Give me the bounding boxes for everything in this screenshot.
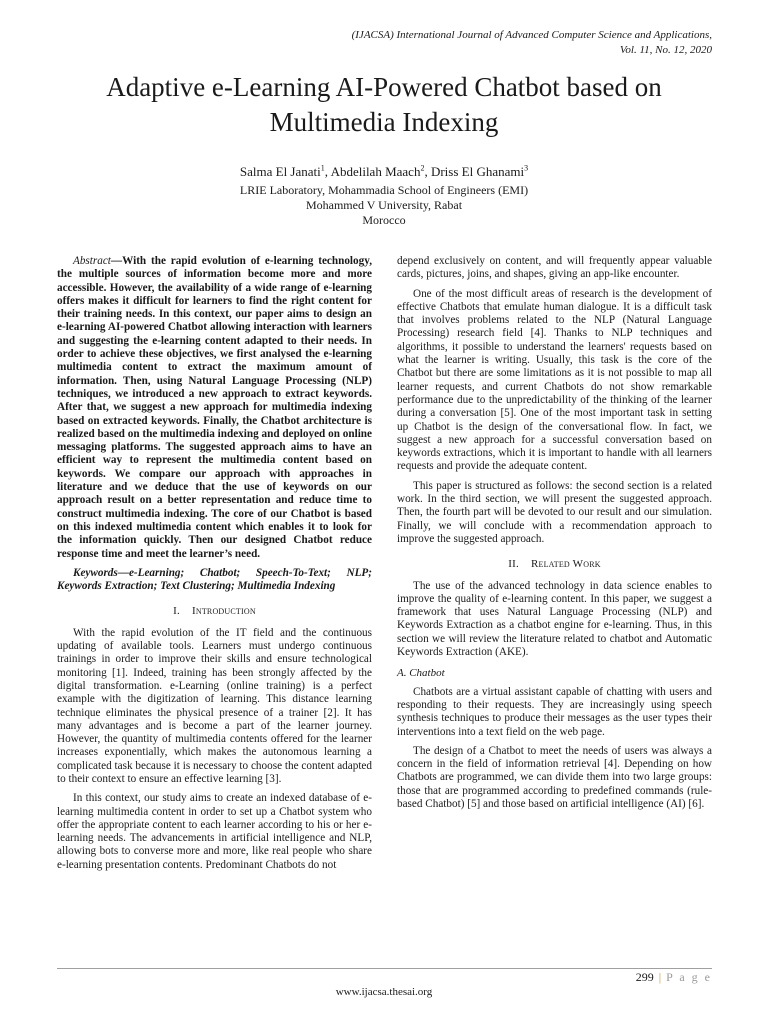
- footer-divider: [57, 968, 712, 969]
- paper-title-line2: Multimedia Indexing: [269, 107, 499, 137]
- paper-title: [40, 70, 728, 140]
- page-number-value: 299: [635, 970, 654, 984]
- author-sup: 2: [420, 163, 425, 173]
- page-label: P a g e: [666, 970, 712, 984]
- paragraph: In this context, our study aims to create an indexed database of e-learning multimedia content in order to set up a Chatbot system who offer the appropriate content to each learner according to his or her e-learning needs. The advancements in artificial intelligence and NLP, allowing bots to converse more and more, like real people who share e-learning presentation contents. Predominant Chatbots do not: [57, 792, 372, 871]
- paragraph: With the rapid evolution of the IT field and the continuous updating of available tools. Learners must undergo continuous trainings in order to improve their skills and ensure technological monitoring [1]. Indeed, training has been strongly affected by the digital transformation. e-Learning (online training) is a perfect example with the digitization of learning. This distance learning technique eliminates the physical presence of a trainer [2]. It has many advantages and is become a part of the learner journey. However, the quantity of multimedia contents offered for the learner increases exponentially, which makes the autonomous learning a complicated task because it is necessary to choose the content adapted to their context to ensure an effective learning [3].: [57, 626, 372, 785]
- abstract-label: Abstract: [73, 255, 111, 267]
- left-column: [57, 255, 372, 878]
- abstract-text: —With the rapid evolution of e-learning technology, the multiple sources of information become more and more accessible. However, the availability of a wide range of e-learning offers makes it difficult for learners to find the right content for their training needs. In this context, our paper aims to design an e-learning AI-powered Chatbot allowing interaction with learners and suggesting the e-learning content adapted to their needs. In order to achieve these objectives, we first analysed the e-learning multimedia content to extract the maximum amount of information. Then, using Natural Language Processing (NLP) techniques, we introduced a new approach to extract keywords. After that, we suggest a new approach for multimedia indexing based on extracted keywords. Finally, the Chatbot architecture is realized based on the multimedia indexing and deployed on online messaging platforms. The suggested approach aims to have an efficient way to represent the multimedia content based on keywords. We compare our approach with approaches in literature and we deduce that the use of keywords on our approach result on a better representation and reduce time to construct multimedia indexing. The core of our Chatbot is based on this indexed multimedia content which enables it to look for the information quickly. Then our designed Chatbot reduce response time and meet the learner’s need.: [57, 255, 372, 560]
- author-name: Salma El Janati: [239, 164, 321, 179]
- subsection-heading-chatbot: A. Chatbot: [397, 667, 445, 680]
- keywords-text: —e-Learning; Chatbot; Speech-To-Text; NLP; Keywords Extraction; Text Clustering; Multimedia Indexing: [57, 566, 372, 593]
- author-list: [40, 163, 728, 181]
- author-sup: 3: [524, 163, 529, 173]
- section-title: Related Work: [530, 558, 601, 571]
- paragraph: Chatbots are a virtual assistant capable of chatting with users and responding to their requests. They are increasingly using speech synthesis techniques to produce their messages as the user types their interventions into a text field on the web page.: [397, 685, 712, 738]
- section-heading-introduction: [57, 605, 372, 618]
- journal-website: www.ijacsa.thesai.org: [335, 986, 433, 998]
- keywords: [57, 567, 372, 594]
- paragraph: The design of a Chatbot to meet the needs of users was always a concern in the field of information retrieval [4]. Depending on how Chatbots are programmed, we can divide them into two large groups: those that are programmed according to predefined commands (rule-based Chatbot) [5] and those based on artificial intelligence (AI) [6].: [397, 744, 712, 810]
- abstract: [57, 255, 372, 561]
- affiliation-line: Mohammed V University, Rabat: [305, 198, 463, 212]
- paper-title-line1: Adaptive e-Learning AI-Powered Chatbot based on: [106, 72, 662, 102]
- section-number: I.: [173, 605, 180, 618]
- affiliation-line: LRIE Laboratory, Mohammadia School of Engineers (EMI): [239, 183, 529, 197]
- paragraph: depend exclusively on content, and will frequently appear valuable cards, pictures, joins, and shapes, giving an app-like encounter.: [397, 255, 712, 281]
- author-sup: 1: [320, 163, 325, 173]
- author-separator: ,: [324, 164, 331, 179]
- page-number: [636, 970, 712, 985]
- journal-header: [212, 28, 712, 58]
- paragraph: One of the most difficult areas of research is the development of effective Chatbots that emulate human dialogue. It is a difficult task that involves problems related to the NLP (Natural Language Processing) research field [4]. Thanks to NLP techniques and algorithms, it possible to understand the learners' requests based on what the learner is writing. Usually, this task is the core of the Chatbot but there are some limitations as it is not possible to map all learner requests, and current Chatbots do not show remarkable performance due to the unpredictability of the thinking of the learner during a conversation [5]. One of the most important task in setting up Chatbot is the design of the conversational flow. In fact, we suggest a new approach for a successful conversation based on keywords extractions, which it is important to handle with all learners requests and provide the adequate content.: [397, 287, 712, 473]
- affiliation-line: Morocco: [362, 213, 406, 227]
- author-name: Driss El Ghanami: [430, 164, 525, 179]
- keywords-label: Keywords: [73, 566, 118, 579]
- author-separator: ,: [424, 164, 431, 179]
- affiliation: [40, 183, 728, 228]
- journal-volume: Vol. 11, No. 12, 2020: [619, 44, 712, 56]
- paragraph: The use of the advanced technology in data science enables to improve the quality of e-learning content. In this paper, we suggest a framework that uses Natural Language Processing (NLP) and Keywords Extraction as a chatbot engine for e-learning. Thus, in this section we will review the literature related to chatbot and Automatic Keywords Extraction (AKE).: [397, 579, 712, 659]
- section-title: Introduction: [191, 605, 256, 618]
- author-name: Abdelilah Maach: [330, 164, 421, 179]
- section-heading-related-work: [397, 558, 712, 571]
- right-column: [397, 255, 712, 817]
- paragraph: This paper is structured as follows: the second section is a related work. In the third section, we will present the suggested approach. Then, the fourth part will be devoted to our result and our simulation. Finally, we will conclude with a recommendation approach to improve the suggested approach.: [397, 479, 712, 545]
- page-separator: |: [658, 970, 662, 984]
- journal-name: (IJACSA) International Journal of Advanced Computer Science and Applications,: [351, 29, 712, 41]
- section-number: II.: [508, 558, 519, 571]
